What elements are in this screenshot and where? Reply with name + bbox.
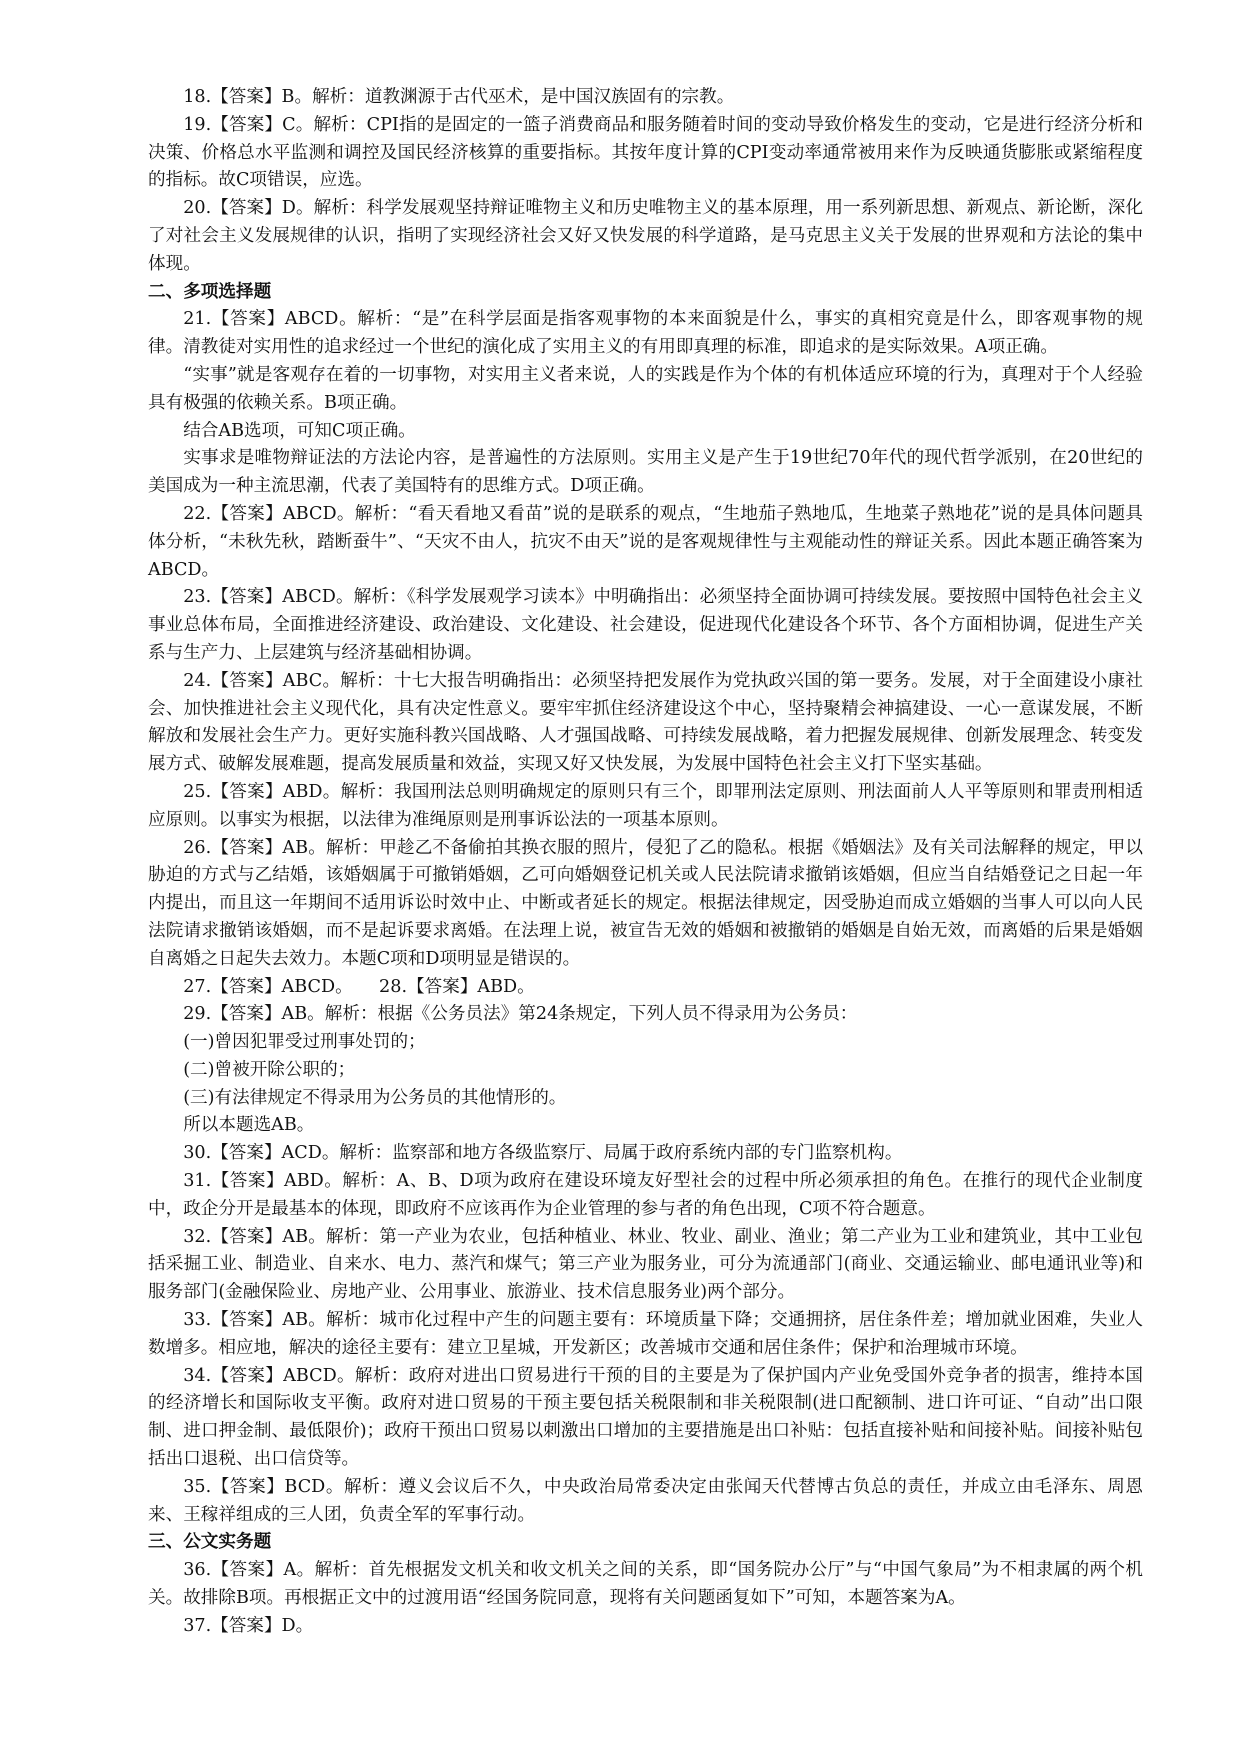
answer-34: 34.【答案】ABCD。解析：政府对进出口贸易进行干预的目的主要是为了保护国内产业免受国外竞争者的损害，维持本国的经济增长和国际收支平衡。政府对进口贸易的干预主要包括关税限制和非关税限制(进口配额制、进口许可证、“自动”出口限制、进口押金制、最低限价)；政府干预出口贸易以刺激出口增加的主要措施是出口补贴：包括直接补贴和间接补贴。间接补贴包括出口退税、出口信贷等。 <box>148 1365 1143 1470</box>
answer-21-part-d: 实事求是唯物辩证法的方法论内容，是普遍性的方法原则。实用主义是产生于19世纪70年代的现代哲学派别，在20世纪的美国成为一种主流思潮，代表了美国特有的思维方式。D项正确。 <box>148 448 1143 497</box>
answer-18: 18.【答案】B。解析：道教渊源于古代巫术，是中国汉族固有的宗教。 <box>183 87 735 107</box>
answer-29-item-3: (三)有法律规定不得录用为公务员的其他情形的。 <box>183 1087 567 1108</box>
answer-26: 26.【答案】AB。解析：甲趁乙不备偷拍其换衣服的照片，侵犯了乙的隐私。根据《婚姻法》及有关司法解释的规定，甲以胁迫的方式与乙结婚，该婚姻属于可撤销婚姻，乙可向婚姻登记机关或人民法院请求撤销该婚姻，但应当自结婚登记之日起一年内提出，而且这一年期间不适用诉讼时效中止、中断或者延长的规定。根据法律规定，因受胁迫而成立婚姻的当事人可以向人民法院请求撤销该婚姻，而不是起诉要求离婚。在法理上说，被宣告无效的婚姻和被撤销的婚姻是自始无效，而离婚的后果是婚姻自离婚之日起失去效力。本题C项和D项明显是错误的。 <box>148 837 1143 969</box>
answer-29-conclusion: 所以本题选AB。 <box>183 1115 315 1136</box>
answer-21-part-c: 结合AB选项，可知C项正确。 <box>183 420 416 441</box>
answer-21: 21.【答案】ABCD。解析：“是”在科学层面是指客观事物的本来面貌是什么，事实的真相究竟是什么，即客观事物的规律。清教徒对实用性的追求经过一个世纪的演化成了实用主义的有用即真理的标准，即追求的是实际效果。A项正确。 <box>148 309 1143 358</box>
answer-24: 24.【答案】ABC。解析：十七大报告明确指出：必须坚持把发展作为党执政兴国的第一要务。发展，对于全面建设小康社会、加快推进社会主义现代化，具有决定性意义。要牢牢抓住经济建设这个中心，坚持聚精会神搞建设、一心一意谋发展，不断解放和发展社会生产力。更好实施科教兴国战略、人才强国战略、可持续发展战略，着力把握发展规律、创新发展理念、转变发展方式、破解发展难题，提高发展质量和效益，实现又好又快发展，为发展中国特色社会主义打下坚实基础。 <box>148 670 1143 775</box>
answer-29-item-2: (二)曾被开除公职的； <box>183 1059 356 1080</box>
answer-23: 23.【答案】ABCD。解析：《科学发展观学习读本》中明确指出：必须坚持全面协调可持续发展。要按照中国特色社会主义事业总体布局，全面推进经济建设、政治建设、文化建设、社会建设，促进现代化建设各个环节、各个方面相协调，促进生产关系与生产力、上层建筑与经济基础相协调。 <box>148 587 1143 663</box>
answer-29-item-1: (一)曾因犯罪受过刑事处罚的； <box>183 1032 426 1053</box>
answer-33: 33.【答案】AB。解析：城市化过程中产生的问题主要有：环境质量下降；交通拥挤，居住条件差；增加就业困难，失业人数增多。相应地，解决的途径主要有：建立卫星城，开发新区；改善城市交通和居住条件；保护和治理城市环境。 <box>148 1310 1143 1358</box>
answer-35: 35.【答案】BCD。解析：遵义会议后不久，中央政治局常委决定由张闻天代替博古负总的责任，并成立由毛泽东、周恩来、王稼祥组成的三人团，负责全军的军事行动。 <box>148 1476 1143 1525</box>
answer-36: 36.【答案】A。解析：首先根据发文机关和收文机关之间的关系，即“国务院办公厅”与“中国气象局”为不相隶属的两个机关。故排除B项。再根据正文中的过渡用语“经国务院同意，现将有关问题函复如下”可知，本题答案为A。 <box>148 1560 1143 1609</box>
answer-31: 31.【答案】ABD。解析：A、B、D项为政府在建设环境友好型社会的过程中所必须承担的角色。在推行的现代企业制度中，政企分开是最基本的体现，即政府不应该再作为企业管理的参与者的角色出现，C项不符合题意。 <box>148 1171 1143 1219</box>
answer-27-28: 27.【答案】ABCD。 28.【答案】ABD。 <box>183 976 535 997</box>
answer-29: 29.【答案】AB。解析：根据《公务员法》第24条规定，下列人员不得录用为公务员： <box>183 1004 858 1025</box>
answer-22: 22.【答案】ABCD。解析：“看天看地又看苗”说的是联系的观点，“生地茄子熟地瓜，生地菜子熟地花”说的是具体问题具体分析，“未秋先秋，踏断蚕牛”、“天灾不由人，抗灾不由天”说的是客观规律性与主观能动性的辩证关系。因此本题正确答案为ABCD。 <box>148 503 1143 580</box>
answer-19: 19.【答案】C。解析：CPI指的是固定的一篮子消费商品和服务随着时间的变动导致价格发生的变动，它是进行经济分析和决策、价格总水平监测和调控及国民经济核算的重要指标。其按年度计算的CPI变动率通常被用来作为反映通货膨胀或紧缩程度的指标。故C项错误，应选。 <box>148 114 1143 191</box>
section-heading-multiple-choice: 二、多项选择题 <box>148 281 272 302</box>
answer-37: 37.【答案】D。 <box>183 1615 314 1636</box>
section-heading-document-practice: 三、公文实务题 <box>148 1532 272 1553</box>
answer-20: 20.【答案】D。解析：科学发展观坚持辩证唯物主义和历史唯物主义的基本原理，用一系列新思想、新观点、新论断，深化了对社会主义发展规律的认识，指明了实现经济社会又好又快发展的科学道路，是马克思主义关于发展的世界观和方法论的集中体现。 <box>148 198 1143 274</box>
answer-32: 32.【答案】AB。解析：第一产业为农业，包括种植业、林业、牧业、副业、渔业；第二产业为工业和建筑业，其中工业包括采掘工业、制造业、自来水、电力、蒸汽和煤气；第三产业为服务业，可分为流通部门(商业、交通运输业、邮电通讯业等)和服务部门(金融保险业、房地产业、公用事业、旅游业、技术信息服务业)两个部分。 <box>148 1226 1143 1303</box>
answer-25: 25.【答案】ABD。解析：我国刑法总则明确规定的原则只有三个，即罪刑法定原则、刑法面前人人平等原则和罪责刑相适应原则。以事实为根据，以法律为准绳原则是刑事诉讼法的一项基本原则。 <box>148 781 1143 830</box>
answer-30: 30.【答案】ACD。解析：监察部和地方各级监察厅、局属于政府系统内部的专门监察机构。 <box>183 1143 903 1164</box>
answer-21-part-b: “实事”就是客观存在着的一切事物，对实用主义者来说，人的实践是作为个体的有机体适应环境的行为，真理对于个人经验具有极强的依赖关系。B项正确。 <box>148 364 1143 413</box>
